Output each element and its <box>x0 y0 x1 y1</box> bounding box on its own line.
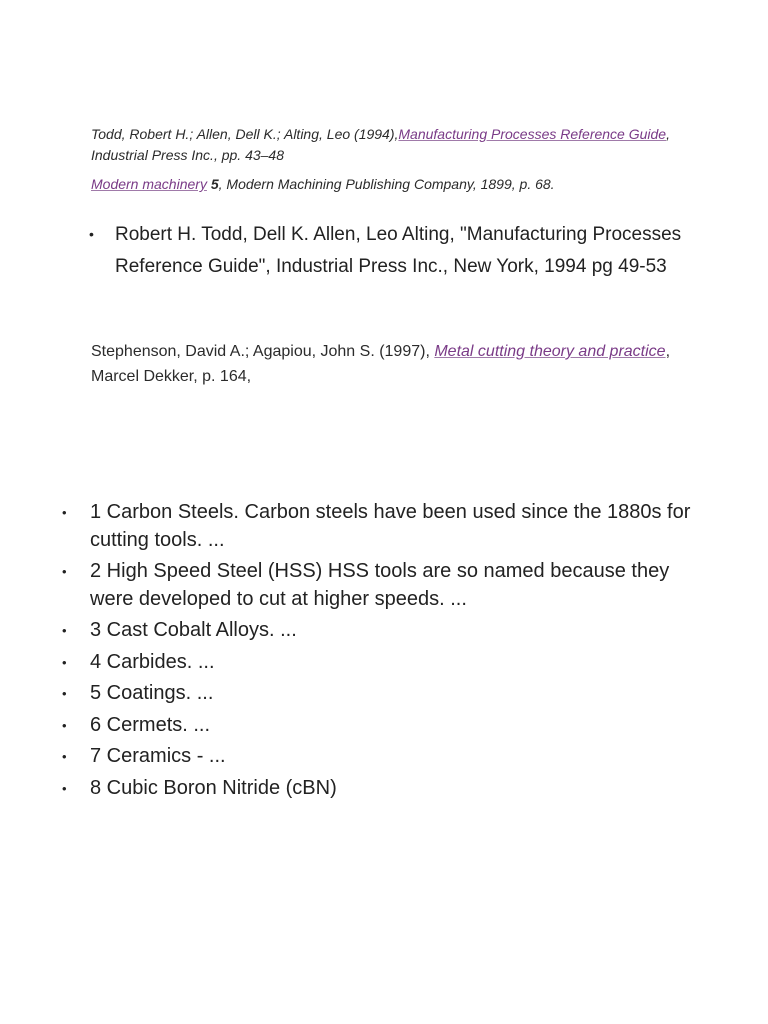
bullet-icon: • <box>62 780 67 796</box>
list-item-text: 5 Coatings. ... <box>90 682 214 704</box>
citation-modern-machinery <box>91 174 711 195</box>
list-item <box>62 680 702 708</box>
bullet-icon: • <box>62 686 67 701</box>
reference-guide-link[interactable]: Manufacturing Processes Reference Guide <box>398 126 667 142</box>
bullet-icon: • <box>89 226 94 242</box>
modern-machinery-link[interactable]: Modern machinery <box>91 176 207 192</box>
list-item <box>62 617 702 645</box>
list-item-text: 3 Cast Cobalt Alloys. ... <box>90 619 297 641</box>
list-item <box>62 712 702 740</box>
citation-todd-bullet-text: Robert H. Todd, Dell K. Allen, Leo Alting, "Manufacturing Processes Reference Guide", Industrial Press Inc., New York, 1994 pg 49-53 <box>115 224 682 277</box>
bullet-icon: • <box>62 564 67 579</box>
bullet-icon: • <box>62 654 67 670</box>
list-item-text: 2 High Speed Steel (HSS) HSS tools are so named because they were developed to cut at higher speeds. ... <box>90 560 670 610</box>
bullet-icon: • <box>62 505 67 520</box>
list-item-text: 8 Cubic Boron Nitride (cBN) <box>90 776 337 799</box>
list-item <box>62 649 702 677</box>
list-item-text: 6 Cermets. ... <box>90 713 211 736</box>
citation-todd-1994 <box>91 124 711 166</box>
citation-todd-authors: Todd, Robert H.; Allen, Dell K.; Alting, Leo (1994), <box>91 126 399 142</box>
citation-stephenson <box>91 339 691 389</box>
tool-materials-list <box>62 499 702 806</box>
list-item <box>62 558 702 613</box>
citation-todd-publisher: , Industrial Press Inc., pp. 43–48 <box>91 126 670 163</box>
citation-todd-bullet <box>89 219 715 282</box>
citation-stephenson-authors: Stephenson, David A.; Agapiou, John S. (1997), <box>91 343 435 360</box>
list-item-text: 4 Carbides. ... <box>90 650 215 673</box>
list-item <box>62 775 702 803</box>
bullet-icon: • <box>62 717 67 733</box>
modern-machinery-volume: 5 <box>210 176 219 192</box>
bullet-icon: • <box>62 623 67 638</box>
list-item <box>62 743 702 771</box>
list-item <box>62 499 702 554</box>
list-item-text: 7 Ceramics - ... <box>90 745 226 767</box>
citation-stephenson-publisher: , Marcel Dekker, p. 164, <box>91 343 671 385</box>
modern-machinery-publisher: , Modern Machining Publishing Company, 1899, p. 68. <box>218 176 555 192</box>
metal-cutting-link[interactable]: Metal cutting theory and practice <box>434 343 666 360</box>
list-item-text: 1 Carbon Steels. Carbon steels have been used since the 1880s for cutting tools. ... <box>90 501 691 551</box>
bullet-icon: • <box>62 749 67 764</box>
